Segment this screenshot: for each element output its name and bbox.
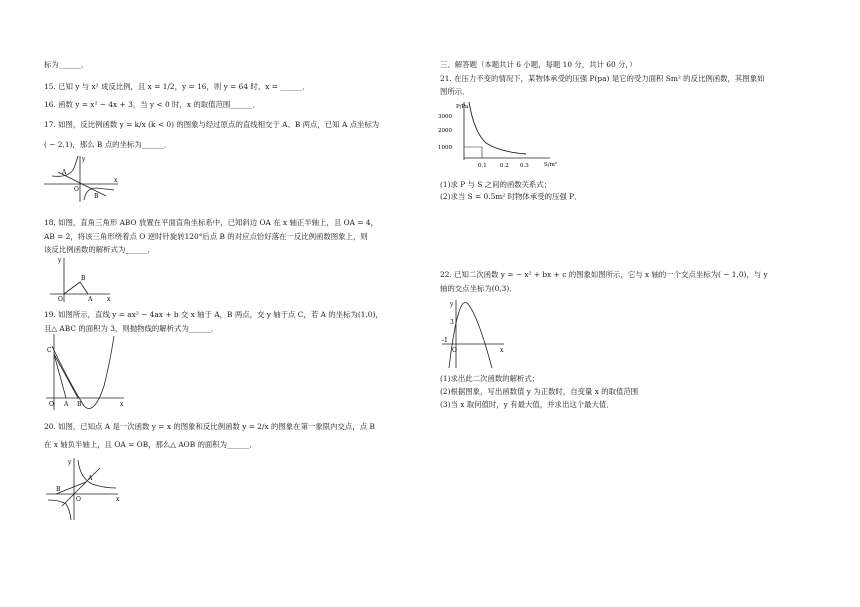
question-19-line1: 19. 如图所示，直线 y = ax² − 4ax + b 交 x 轴于 A，B 两点，交 y 轴于点 C，若 A 的坐标为(1,0)， <box>44 310 383 319</box>
fig18-label-y: y <box>58 257 62 264</box>
question-18-line1: 18. 如图，直角三角形 ABO 放置在平面直角坐标系中，已知斜边 OA 在 x 轴正半轴上，且 OA = 4， <box>44 218 378 227</box>
fig21-xtick-02: 0.2 <box>500 163 509 169</box>
fig19-label-b: B <box>77 401 82 408</box>
fig21-ytick-1000: 1000 <box>438 145 452 151</box>
fig22-label-x: x <box>500 347 504 354</box>
question-22-part2: (2)根据图象，写出函数值 y 为正数时，自变量 x 的取值范围 <box>440 387 639 396</box>
fig20-label-a: A <box>88 475 93 482</box>
question-19-line2: 且△ ABC 的面积为 3，则抛物线的解析式为______． <box>44 324 219 333</box>
question-15: 15. 已知 y 与 x² 成反比例，且 x = 1/2，y = 16，则 y = 64 时，x = ______． <box>44 82 310 91</box>
fig21-ytick-2000: 2000 <box>438 128 452 134</box>
question-20-line1: 20. 如图，已知点 A 是一次函数 y = x 的图象和反比例函数 y = 2/x 的图象在第一象限内交点，点 B <box>44 422 375 431</box>
fig22-label-o: O <box>452 347 457 354</box>
fig20-label-x: x <box>116 496 120 503</box>
question-18-line2: AB = 2，将该三角形绕着点 O 逆时针旋转120°后点 B 的对应点恰好落在一反比例函数图象上，则 <box>44 232 368 241</box>
fig19-label-o: O <box>49 401 54 408</box>
fig18-label-o: O <box>58 296 63 303</box>
figure-22 <box>440 298 506 370</box>
section-heading: 三、解答题（本题共计 6 小题，每题 10 分，共计 60 分，） <box>440 60 637 69</box>
fig20-label-b: B <box>56 486 61 493</box>
question-22-part1: (1)求出此二次函数的解析式； <box>440 374 540 383</box>
fig22-label-y: y <box>450 301 454 308</box>
question-18-line3: 该反比例函数的解析式为______． <box>44 245 155 254</box>
fig18-label-b: B <box>81 275 86 282</box>
figure-17 <box>44 154 120 204</box>
fig18-label-a: A <box>88 296 93 303</box>
fig21-ytick-3000: 3000 <box>438 114 452 120</box>
figure-18 <box>44 254 114 304</box>
question-17-line2: ( − 2,1)，那么 B 点的坐标为______． <box>44 140 172 149</box>
question-22-part3: (3)当 x 取何值时，y 有最大值，并求出这个最大值． <box>440 400 614 409</box>
fig19-label-c: C <box>47 347 52 354</box>
fig21-ylabel: P/Pa <box>456 104 469 110</box>
question-21-part1: (1)求 P 与 S 之间的函数关系式； <box>440 180 552 189</box>
question-22-line2: 轴的交点坐标为(0,3)． <box>440 284 517 293</box>
fig17-label-a: A <box>62 169 67 176</box>
fig21-xtick-01: 0.1 <box>478 163 487 169</box>
question-22-line1: 22. 已知二次函数 y = − x² + bx + c 的图象如图所示，它与 x 轴的一个交点坐标为( − 1,0)，与 y <box>440 270 768 279</box>
fig19-label-x: x <box>120 401 124 408</box>
question-20-line2: 在 x 轴负半轴上，且 OA = OB，那么△ AOB 的面积为______． <box>44 440 257 449</box>
question-21-part2: (2)求当 S = 0.5m² 时物体承受的压强 P． <box>440 192 582 201</box>
fig20-label-o: O <box>76 496 81 503</box>
fig18-label-x: x <box>107 296 111 303</box>
fig17-label-b: B <box>94 193 99 200</box>
figure-21 <box>438 96 562 176</box>
fig17-label-o: O <box>74 186 79 193</box>
question-16: 16. 函数 y = x² − 4x + 3，当 y < 0 时，x 的取值范围______． <box>44 100 260 109</box>
fig17-label-y: y <box>82 156 86 163</box>
question-17-line1: 17. 如图，反比例函数 y = k/x (k < 0) 的图象与经过原点的直线相交于 A、B 两点，已知 A 点坐标为 <box>44 120 380 129</box>
fig21-xtick-03: 0.3 <box>520 163 529 169</box>
figure-20 <box>44 456 122 522</box>
fig17-label-x: x <box>114 177 118 184</box>
fig19-label-a: A <box>64 401 69 408</box>
question-21-line1: 21. 在压力不变的情况下，某物体承受的压强 P(pa) 是它的受力面积 Sm² 的反比例函数，其图象如 <box>440 74 765 83</box>
question-21-line2: 图所示． <box>440 87 470 96</box>
fig22-label-minus1: -1 <box>442 337 448 344</box>
figure-19 <box>44 332 126 412</box>
fig21-xlabel: S/m² <box>544 162 558 168</box>
q14-continuation: 标为______． <box>44 60 89 69</box>
fig20-label-y: y <box>68 459 72 466</box>
fig22-label-3: 3 <box>450 319 454 326</box>
